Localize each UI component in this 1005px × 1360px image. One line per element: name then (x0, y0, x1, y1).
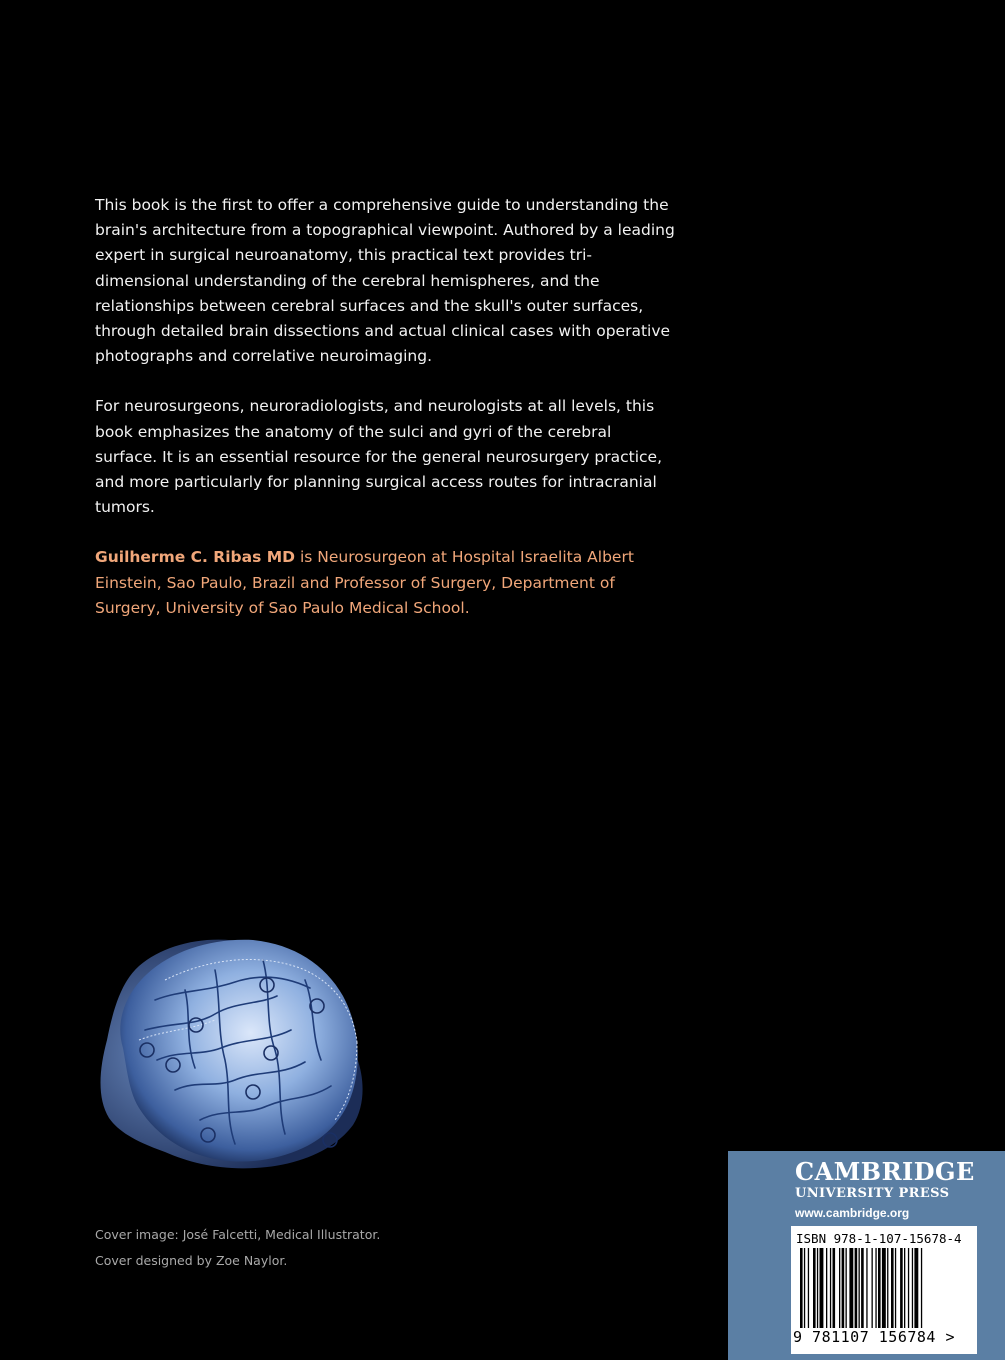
publisher-name: CAMBRIDGE (795, 1157, 975, 1186)
publisher-url[interactable]: www.cambridge.org (795, 1206, 910, 1220)
barcode-bar (830, 1248, 831, 1328)
barcode-bar (833, 1248, 836, 1328)
barcode-bar (800, 1248, 803, 1328)
author-bio-text: is Neurosurgeon at Hospital Israelita Albert Einstein, Sao Paulo, Brazil and Professor of Surgery, Department of Surgery, University of Sao Paulo Medical School. (95, 548, 634, 617)
barcode-bar (904, 1248, 905, 1328)
author-name: Guilherme C. Ribas MD (95, 548, 296, 567)
barcode-bar (826, 1248, 827, 1328)
cover-credits (95, 1222, 380, 1274)
cover-image-credit: Cover image: José Falcetti, Medical Illustrator. (95, 1227, 381, 1242)
barcode-bar (813, 1248, 816, 1328)
barcode-bar (912, 1248, 913, 1328)
barcode-bar (859, 1248, 860, 1328)
isbn-label: ISBN 978-1-107-15678-4 (796, 1231, 962, 1246)
barcode-bar (846, 1248, 847, 1328)
barcode-bar (887, 1248, 888, 1328)
barcode-bar (820, 1248, 824, 1328)
barcode-bars (796, 1248, 972, 1328)
barcode-bar (891, 1248, 894, 1328)
barcode-bar (861, 1248, 864, 1328)
barcode-number: 9 781107 156784 > (793, 1328, 956, 1346)
barcode-bar (842, 1248, 845, 1328)
brain-shape (120, 940, 357, 1162)
publisher-panel (728, 1151, 1005, 1360)
description-paragraph-2: For neurosurgeons, neuroradiologists, and neurologists at all levels, this book emphasizes the anatomy of the sulci and gyri of the cerebral surface. It is an essential resource for the general neurosurgery practice, and more particularly for planning surgical access routes for intracranial tumors. (95, 397, 662, 517)
barcode-bar (878, 1248, 881, 1328)
barcode-bar (914, 1248, 918, 1328)
barcode-bar (908, 1248, 909, 1328)
barcode-bar (900, 1248, 903, 1328)
description-paragraph-1: This book is the first to offer a comprehensive guide to understanding the brain's architecture from a topographical viewpoint. Authored by a leading expert in surgical neuroanatomy, this practical text provides tri-dimensional understanding of the cerebral hemispheres, and the relationships between cerebral surfaces and the skull's outer surfaces, through detailed brain dissections and actual clinical cases with operative photographs and correlative neuroimaging. (95, 196, 675, 366)
barcode (791, 1226, 977, 1354)
barcode-bar (804, 1248, 805, 1328)
barcode-bar (855, 1248, 858, 1328)
barcode-bar (895, 1248, 896, 1328)
author-bio (95, 545, 675, 621)
back-cover-blurb (95, 193, 675, 646)
barcode-bar (872, 1248, 873, 1328)
cover-design-credit: Cover designed by Zoe Naylor. (95, 1253, 288, 1268)
barcode-bar (866, 1248, 867, 1328)
barcode-bar (817, 1248, 818, 1328)
barcode-bar (882, 1248, 886, 1328)
barcode-bar (839, 1248, 840, 1328)
publisher-subtitle: UNIVERSITY PRESS (795, 1186, 950, 1201)
barcode-bar (921, 1248, 922, 1328)
barcode-bar (875, 1248, 876, 1328)
brain-illustration (95, 930, 370, 1180)
barcode-bar (808, 1248, 809, 1328)
barcode-bar (849, 1248, 853, 1328)
